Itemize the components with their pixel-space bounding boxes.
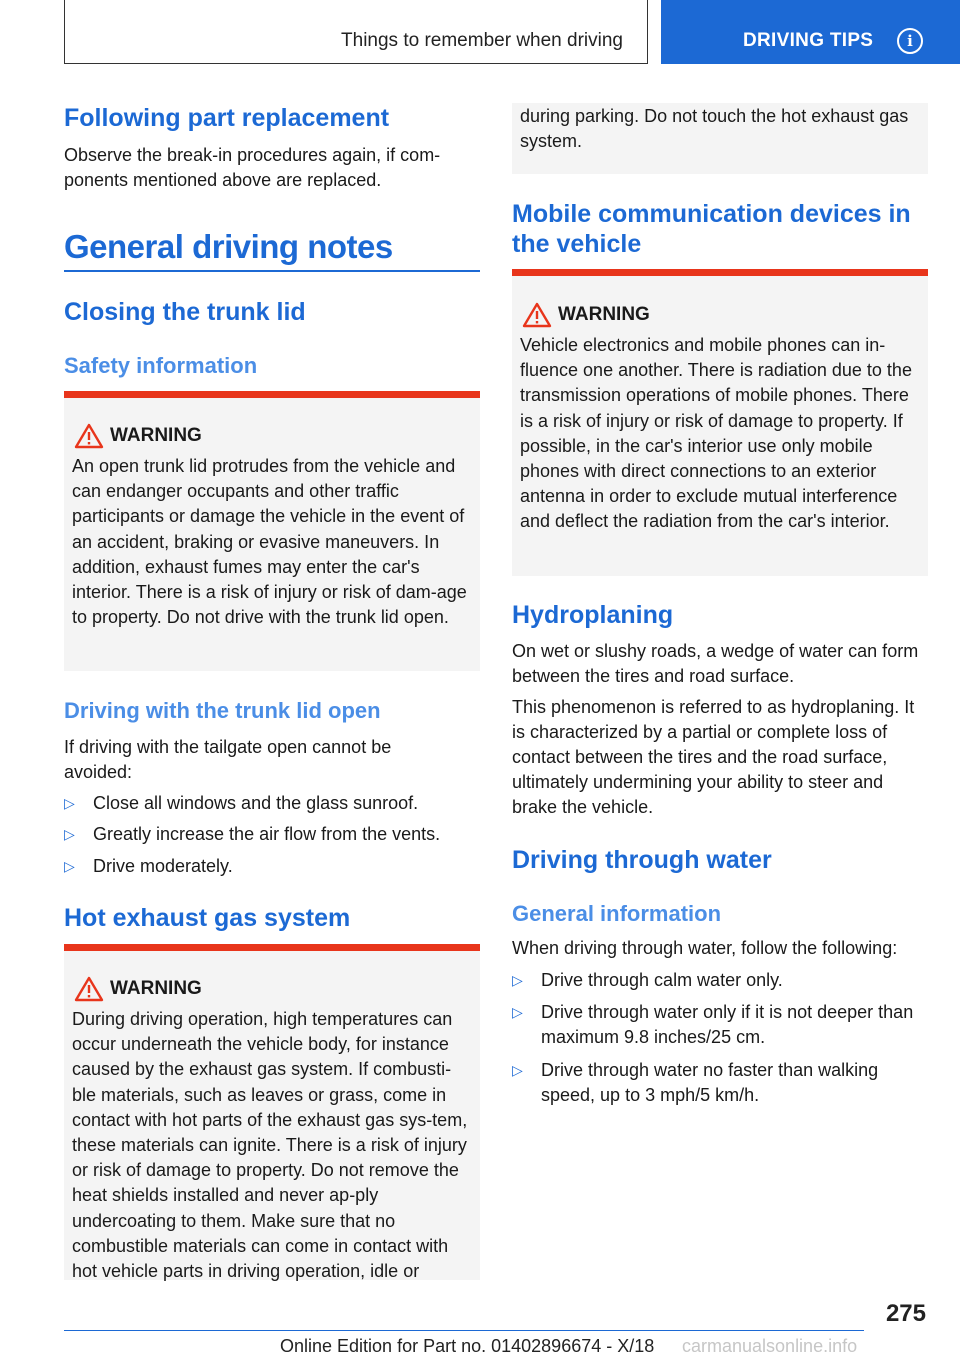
heading-closing-trunk: Closing the trunk lid [64, 298, 306, 326]
edition-info: Online Edition for Part no. 01402896674 - X/18 [280, 1336, 655, 1356]
warning-label: WARNING [520, 300, 920, 330]
watermark: carmanualsonline.info [682, 1336, 858, 1356]
heading-general-driving-notes: General driving notes [64, 228, 393, 265]
trunk-open-text: If driving with the tailgate open cannot be avoided: [64, 737, 392, 782]
warning-box-exhaust [64, 944, 480, 1280]
triangle-bullet-icon: ▷ [512, 1062, 523, 1078]
triangle-bullet-icon: ▷ [512, 972, 523, 988]
info-circle-icon: i [897, 28, 923, 54]
warning-text-continued: during parking. Do not touch the hot exhaust gas system. [520, 106, 909, 152]
warning-text-mobile: Vehicle electronics and mobile phones can in-fluence one another. There is radiation due to the transmission operations of mobile phones. There is a risk of injury or risk of damage to property. If possible, in the car's interior use only mobile phones with direct connections to an exterior antenna in order to exclude mutual interference and deflect the radiation from the car's interior. [520, 335, 912, 532]
chapter-tab[interactable] [661, 0, 960, 64]
warning-text-exhaust: During driving operation, high temperatures can occur underneath the vehicle body, for instance caused by the exhaust gas system. If combusti-ble materials, such as leaves or grass, come in contact with hot parts of the exhaust gas sys-tem, these materials can ignite. There is a risk of injury or risk of damage to property. Do not remove the heat shields installed and never ap-ply undercoating to them. Make sure that no combustible materials can come in contact with hot vehicle parts in driving operation, idle or [72, 1009, 468, 1282]
warning-triangle-icon [74, 976, 104, 1002]
warning-box-mobile [512, 269, 928, 576]
triangle-bullet-icon: ▷ [512, 1004, 523, 1020]
heading-mobile-devices: Mobile communication devices in the vehicle [512, 200, 911, 258]
heading-underline [64, 270, 480, 272]
section-title: Things to remember when driving [341, 30, 623, 51]
hydroplaning-text-2: This phenomenon is referred to as hydroplaning. It is characterized by a partial or complete loss of contact between the tires and the road surface, ultimately undermining your ability to steer and brake the vehicle. [512, 697, 915, 817]
warning-box-continued [512, 103, 928, 174]
heading-hot-exhaust: Hot exhaust gas system [64, 904, 351, 932]
footer-divider [64, 1330, 864, 1331]
chapter-title: DRIVING TIPS [743, 30, 874, 51]
heading-part-replacement: Following part replacement [64, 104, 390, 132]
heading-driving-through-water: Driving through water [512, 846, 772, 874]
hydroplaning-text-1: On wet or slushy roads, a wedge of water can form between the tires and road surface. [512, 641, 919, 686]
part-replacement-text: Observe the break-in procedures again, if com-ponents mentioned above are replaced. [64, 145, 441, 190]
triangle-bullet-icon: ▷ [64, 826, 75, 842]
warning-label: WARNING [72, 421, 472, 451]
warning-text-trunk: An open trunk lid protrudes from the vehicle and can endanger occupants and other traffic participants or damage the vehicle in the event of an accident, braking or evasive maneuvers. In addition, exhaust fumes may enter the car's interior. There is a risk of injury or risk of dam-age to property. Do not drive with the trunk lid open. [72, 456, 467, 628]
warning-triangle-icon [74, 423, 104, 449]
running-header-section [64, 0, 648, 64]
page-number: 275 [885, 1300, 926, 1327]
heading-hydroplaning: Hydroplaning [512, 601, 674, 629]
heading-trunk-open: Driving with the trunk lid open [64, 698, 381, 723]
water-intro-text: When driving through water, follow the following: [512, 938, 898, 958]
warning-box-trunk [64, 391, 480, 671]
heading-safety-information: Safety information [64, 353, 258, 378]
warning-triangle-icon [522, 302, 552, 328]
triangle-bullet-icon: ▷ [64, 858, 75, 874]
heading-general-information: General information [512, 901, 722, 926]
warning-label: WARNING [72, 974, 472, 1004]
triangle-bullet-icon: ▷ [64, 795, 75, 811]
